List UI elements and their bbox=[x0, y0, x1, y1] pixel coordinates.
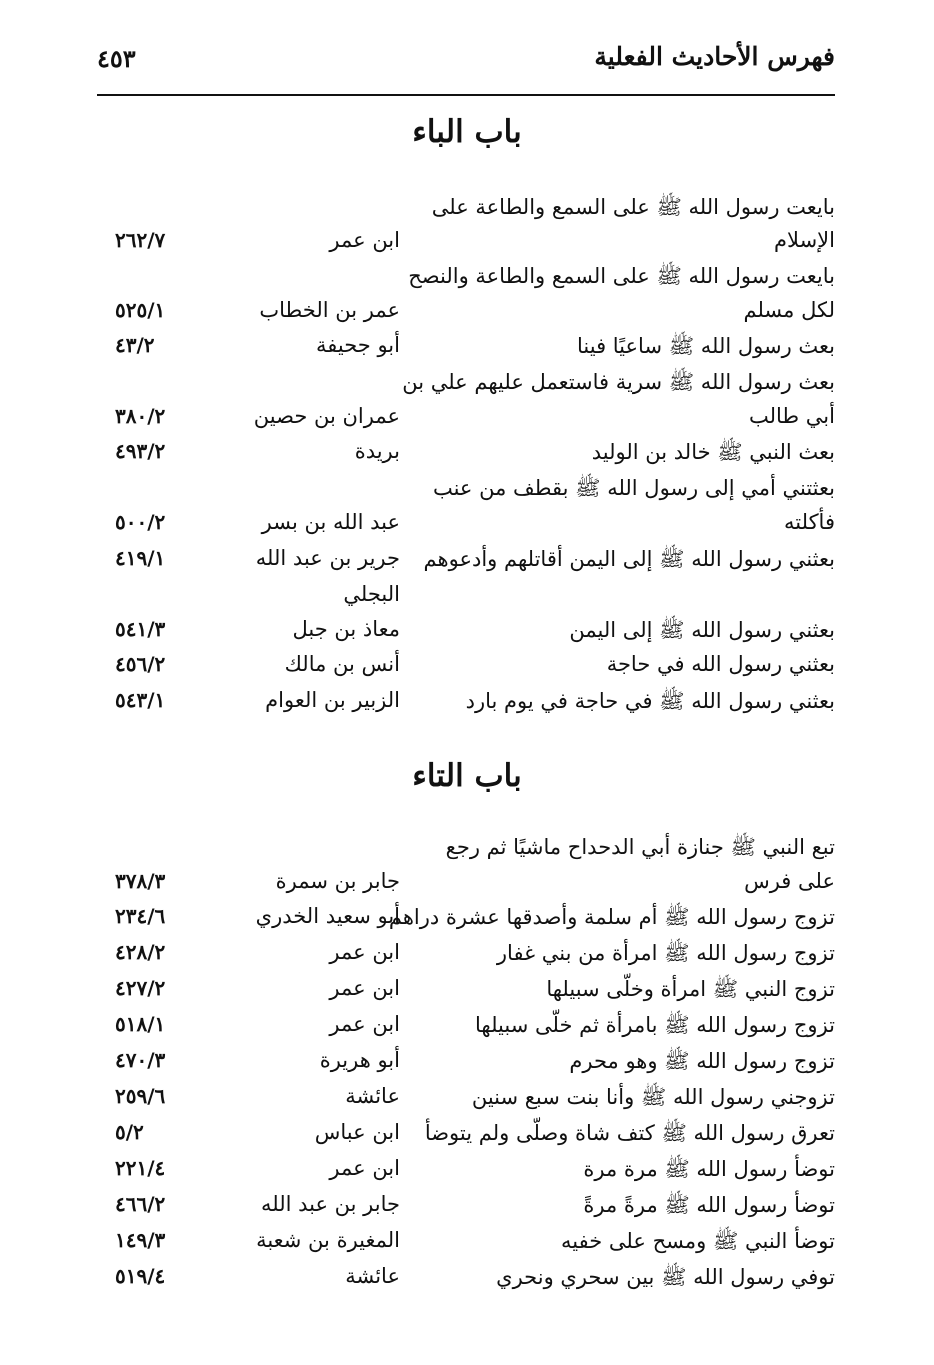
narrator: عمر بن الخطاب bbox=[259, 298, 400, 322]
hadith-text: أبي طالب bbox=[749, 404, 835, 428]
volume-page-ref: ٥٢٥/١ bbox=[115, 298, 166, 322]
narrator: معاذ بن جبل bbox=[292, 617, 400, 641]
narrator: ابن عباس bbox=[314, 1120, 400, 1144]
narrator: أبو جحيفة bbox=[316, 333, 400, 357]
hadith-text: تزوج النبي ﷺ امرأة وخلّى سبيلها bbox=[546, 977, 835, 1001]
hadith-text: بعثتني أمي إلى رسول الله ﷺ بقطف من عنب bbox=[432, 476, 835, 500]
hadith-text: بايعت رسول الله ﷺ على السمع والطاعة على bbox=[431, 195, 835, 219]
volume-page-ref: ٥/٢ bbox=[115, 1120, 144, 1144]
hadith-text: تزوجني رسول الله ﷺ وأنا بنت سبع سنين bbox=[471, 1085, 835, 1109]
hadith-text: تزوج رسول الله ﷺ بامرأة ثم خلّى سبيلها bbox=[475, 1013, 835, 1037]
narrator: أبو سعيد الخدري bbox=[255, 904, 400, 928]
volume-page-ref: ٢٣٤/٦ bbox=[115, 904, 166, 928]
hadith-text: توضأ رسول الله ﷺ مرةً مرةً bbox=[583, 1193, 835, 1217]
hadith-text: لكل مسلم bbox=[743, 298, 835, 322]
volume-page-ref: ٥١٨/١ bbox=[115, 1012, 166, 1036]
volume-page-ref: ٤٧٠/٣ bbox=[115, 1048, 166, 1072]
narrator: عمران بن حصين bbox=[253, 404, 400, 428]
volume-page-ref: ٢٥٩/٦ bbox=[115, 1084, 166, 1108]
volume-page-ref: ١٤٩/٣ bbox=[115, 1228, 166, 1252]
narrator: ابن عمر bbox=[329, 940, 400, 964]
volume-page-ref: ٤٦٦/٢ bbox=[115, 1192, 166, 1216]
volume-page-ref: ٣٧٨/٣ bbox=[115, 869, 166, 893]
volume-page-ref: ٤٣/٢ bbox=[115, 333, 155, 357]
volume-page-ref: ٥١٩/٤ bbox=[115, 1264, 166, 1288]
narrator: جرير بن عبد الله bbox=[255, 546, 400, 570]
hadith-text: بعث رسول الله ﷺ سرية فاستعمل عليهم علي بن bbox=[402, 370, 835, 394]
running-header bbox=[97, 42, 835, 82]
volume-page-ref: ٤٢٨/٢ bbox=[115, 940, 166, 964]
narrator: بريدة bbox=[354, 439, 400, 463]
narrator: ابن عمر bbox=[329, 1156, 400, 1180]
hadith-text: تزوج رسول الله ﷺ امرأة من بني غفار bbox=[496, 941, 835, 965]
narrator: أبو هريرة bbox=[319, 1048, 400, 1072]
narrator: ابن عمر bbox=[329, 1012, 400, 1036]
narrator: ابن عمر bbox=[329, 976, 400, 1000]
narrator: جابر بن سمرة bbox=[275, 869, 400, 893]
hadith-text: بعثني رسول الله ﷺ في حاجة في يوم بارد bbox=[465, 689, 835, 713]
narrator: ابن عمر bbox=[329, 228, 400, 252]
volume-page-ref: ٥٤٣/١ bbox=[115, 688, 166, 712]
hadith-text: بعثني رسول الله في حاجة bbox=[606, 652, 835, 676]
hadith-text: بعثني رسول الله ﷺ إلى اليمن أقاتلهم وأدعوهم bbox=[423, 547, 835, 571]
running-title: فهرس الأحاديث الفعلية bbox=[594, 42, 835, 71]
hadith-text: توفي رسول الله ﷺ بين سحري ونحري bbox=[496, 1265, 835, 1289]
section-title-taa: باب التاء bbox=[412, 758, 522, 794]
volume-page-ref: ٣٨٠/٢ bbox=[115, 404, 166, 428]
narrator: أنس بن مالك bbox=[284, 652, 400, 676]
narrator: البجلي bbox=[343, 582, 400, 606]
hadith-text: تبع النبي ﷺ جنازة أبي الدحداح ماشيًا ثم رجع bbox=[445, 835, 835, 859]
volume-page-ref: ٤١٩/١ bbox=[115, 546, 166, 570]
hadith-text: بايعت رسول الله ﷺ على السمع والطاعة والنصح bbox=[408, 264, 835, 288]
volume-page-ref: ٥٠٠/٢ bbox=[115, 510, 166, 534]
volume-page-ref: ٥٤١/٣ bbox=[115, 617, 166, 641]
narrator: الزبير بن العوام bbox=[265, 688, 400, 712]
hadith-text: تزوج رسول الله ﷺ وهو محرم bbox=[569, 1049, 835, 1073]
hadith-text: بعثني رسول الله ﷺ إلى اليمن bbox=[569, 618, 835, 642]
volume-page-ref: ٢٦٢/٧ bbox=[115, 228, 166, 252]
hadith-text: على فرس bbox=[744, 869, 835, 893]
volume-page-ref: ٢٢١/٤ bbox=[115, 1156, 166, 1180]
narrator: المغيرة بن شعبة bbox=[256, 1228, 400, 1252]
hadith-text: تعرق رسول الله ﷺ كتف شاة وصلّى ولم يتوضأ bbox=[424, 1121, 835, 1145]
hadith-text: فأكلته bbox=[784, 510, 835, 534]
section-title-baa: باب الباء bbox=[412, 114, 522, 150]
hadith-text: الإسلام bbox=[774, 228, 835, 252]
header-rule bbox=[97, 94, 835, 96]
hadith-text: توضأ رسول الله ﷺ مرة مرة bbox=[583, 1157, 835, 1181]
hadith-text: توضأ النبي ﷺ ومسح على خفيه bbox=[561, 1229, 835, 1253]
volume-page-ref: ٤٥٦/٢ bbox=[115, 652, 166, 676]
hadith-text: بعث النبي ﷺ خالد بن الوليد bbox=[591, 440, 835, 464]
narrator: عائشة bbox=[345, 1084, 400, 1108]
narrator: عبد الله بن بسر bbox=[261, 510, 400, 534]
hadith-text: تزوج رسول الله ﷺ أم سلمة وأصدقها عشرة دراهم bbox=[388, 905, 835, 929]
volume-page-ref: ٤٢٧/٢ bbox=[115, 976, 166, 1000]
volume-page-ref: ٤٩٣/٢ bbox=[115, 439, 166, 463]
narrator: جابر بن عبد الله bbox=[260, 1192, 400, 1216]
hadith-text: بعث رسول الله ﷺ ساعيًا فينا bbox=[577, 334, 835, 358]
page-number: ٤٥٣ bbox=[97, 44, 136, 73]
narrator: عائشة bbox=[345, 1264, 400, 1288]
